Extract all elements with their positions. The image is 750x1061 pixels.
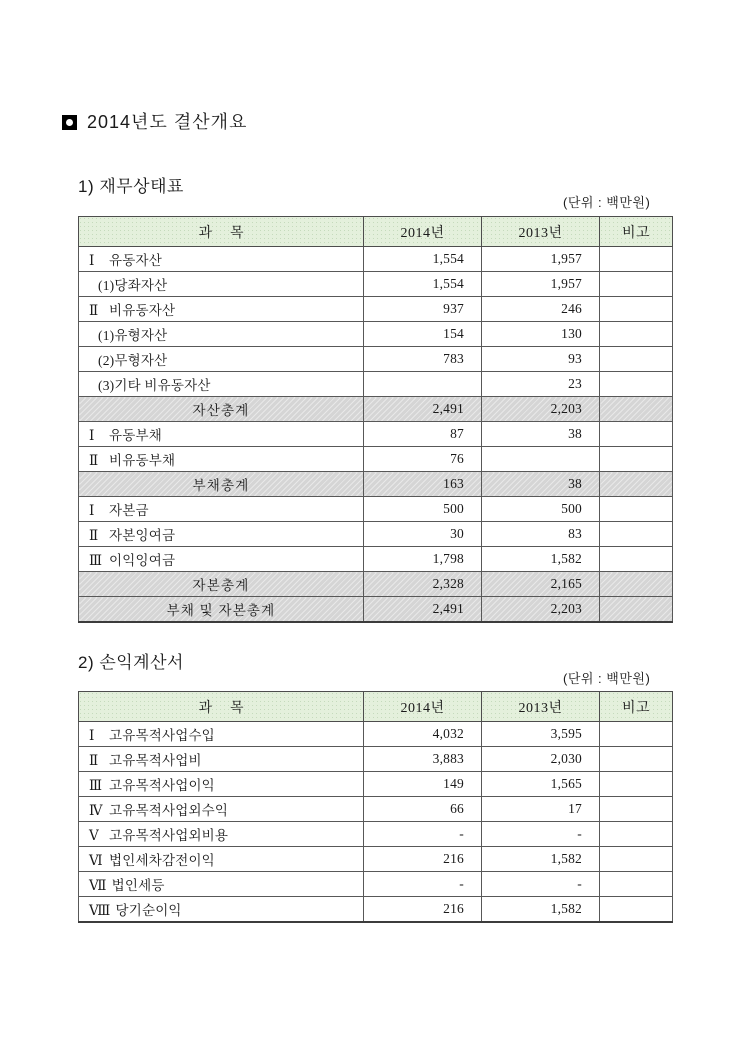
- cell-value-2013: 38: [482, 422, 600, 447]
- cell-value-2013: 1,957: [482, 247, 600, 272]
- cell-value-2014: 216: [364, 847, 482, 872]
- cell-value-2013: 1,582: [482, 547, 600, 572]
- row-label-text: 법인세차감전이익: [109, 853, 215, 868]
- cell-note: [600, 372, 673, 397]
- cell-value-2014: 3,883: [364, 747, 482, 772]
- cell-value-2014: 1,798: [364, 547, 482, 572]
- row-label-text: 법인세등: [111, 878, 165, 893]
- cell-value-2014: 2,328: [364, 572, 482, 597]
- row-label-text: 고유목적사업외비용: [109, 828, 229, 843]
- row-label-text: 자본잉여금: [109, 528, 176, 543]
- table-row: [79, 397, 673, 422]
- balance-sheet-body: [79, 247, 673, 622]
- cell-note: [600, 872, 673, 897]
- cell-value-2014: 2,491: [364, 597, 482, 622]
- row-roman-numeral: Ⅲ: [89, 778, 103, 793]
- table-row: [79, 547, 673, 572]
- income-statement-body: [79, 722, 673, 922]
- table-row: [79, 322, 673, 347]
- column-header-year-2014: 2014년: [364, 692, 482, 722]
- cell-note: [600, 472, 673, 497]
- row-label-text: 이익잉여금: [109, 553, 176, 568]
- table-row: [79, 572, 673, 597]
- table-row: [79, 772, 673, 797]
- row-label: [79, 597, 364, 622]
- cell-value-2014: 216: [364, 897, 482, 922]
- unit-note-income-statement: (단위 : 백만원): [563, 671, 651, 686]
- table-row: [79, 872, 673, 897]
- row-label: [79, 897, 364, 922]
- cell-value-2013: 2,203: [482, 597, 600, 622]
- cell-value-2013: 23: [482, 372, 600, 397]
- table-row: [79, 597, 673, 622]
- cell-value-2014: 783: [364, 347, 482, 372]
- row-label: [79, 872, 364, 897]
- row-label-text: 고유목적사업비: [109, 753, 202, 768]
- table-row: [79, 722, 673, 747]
- table-row: [79, 472, 673, 497]
- row-label: [79, 347, 364, 372]
- income-statement-table: [78, 691, 673, 923]
- table-row: [79, 422, 673, 447]
- column-header-item: [79, 692, 364, 722]
- cell-value-2014: [364, 372, 482, 397]
- cell-value-2013: 83: [482, 522, 600, 547]
- cell-note: [600, 247, 673, 272]
- cell-value-2014: 87: [364, 422, 482, 447]
- column-header-item-b: 목: [230, 225, 244, 241]
- row-roman-numeral: Ⅱ: [89, 753, 99, 768]
- table-row: [79, 372, 673, 397]
- column-header-year-2013: 2013년: [482, 692, 600, 722]
- table-row: [79, 797, 673, 822]
- row-label: [79, 722, 364, 747]
- cell-note: [600, 522, 673, 547]
- table-row: [79, 297, 673, 322]
- section-heading-balance-sheet: 1) 재무상태표: [78, 177, 184, 196]
- cell-value-2013: -: [482, 822, 600, 847]
- column-header-note: 비고: [600, 692, 673, 722]
- cell-note: [600, 397, 673, 422]
- cell-note: [600, 722, 673, 747]
- cell-note: [600, 572, 673, 597]
- document-title-text: 2014년도 결산개요: [87, 112, 248, 132]
- filled-square-dot-icon: [62, 115, 77, 130]
- row-label-text: (3)기타 비유동자산: [98, 378, 211, 393]
- row-label: [79, 547, 364, 572]
- column-header-year-2013: 2013년: [482, 217, 600, 247]
- cell-note: [600, 597, 673, 622]
- cell-value-2014: 76: [364, 447, 482, 472]
- row-label-text: 자본금: [109, 503, 149, 518]
- row-roman-numeral: Ⅳ: [89, 803, 103, 818]
- cell-value-2014: -: [364, 822, 482, 847]
- cell-value-2013: 500: [482, 497, 600, 522]
- cell-note: [600, 497, 673, 522]
- row-roman-numeral: Ⅷ: [89, 902, 111, 918]
- cell-value-2013: 17: [482, 797, 600, 822]
- cell-value-2014: 30: [364, 522, 482, 547]
- cell-note: [600, 297, 673, 322]
- row-label: [79, 497, 364, 522]
- table-row: [79, 747, 673, 772]
- column-header-note: 비고: [600, 217, 673, 247]
- row-label-text: 고유목적사업외수익: [109, 803, 229, 818]
- column-header-item-b: 목: [230, 700, 244, 716]
- cell-value-2013: 2,030: [482, 747, 600, 772]
- cell-value-2014: 149: [364, 772, 482, 797]
- cell-value-2013: 38: [482, 472, 600, 497]
- cell-note: [600, 322, 673, 347]
- table-row: [79, 347, 673, 372]
- table-row: [79, 822, 673, 847]
- cell-value-2014: 163: [364, 472, 482, 497]
- cell-note: [600, 547, 673, 572]
- cell-value-2013: 130: [482, 322, 600, 347]
- cell-note: [600, 847, 673, 872]
- cell-value-2014: 1,554: [364, 247, 482, 272]
- row-roman-numeral: Ⅵ: [89, 853, 103, 868]
- table-row: [79, 847, 673, 872]
- cell-value-2013: 3,595: [482, 722, 600, 747]
- cell-note: [600, 772, 673, 797]
- table-row: [79, 897, 673, 922]
- row-roman-numeral: Ⅰ: [89, 503, 95, 518]
- row-label-text: (1)유형자산: [98, 328, 168, 343]
- row-label: [79, 397, 364, 422]
- cell-note: [600, 897, 673, 922]
- row-label: [79, 247, 364, 272]
- row-label-text: (2)무형자산: [98, 353, 168, 368]
- row-roman-numeral: Ⅱ: [89, 528, 99, 543]
- row-label-text: 유동자산: [109, 253, 162, 268]
- cell-value-2013: 1,565: [482, 772, 600, 797]
- row-label: [79, 372, 364, 397]
- row-roman-numeral: Ⅶ: [89, 878, 107, 893]
- row-label: [79, 522, 364, 547]
- cell-note: [600, 447, 673, 472]
- row-label: [79, 772, 364, 797]
- row-roman-numeral: Ⅱ: [89, 453, 99, 468]
- row-label: [79, 847, 364, 872]
- row-label: [79, 422, 364, 447]
- row-label: [79, 797, 364, 822]
- row-label-text: (1)당좌자산: [98, 278, 168, 293]
- cell-note: [600, 747, 673, 772]
- row-roman-numeral: Ⅰ: [89, 428, 95, 443]
- row-label-text: 고유목적사업수입: [109, 728, 215, 743]
- cell-value-2013: 1,582: [482, 847, 600, 872]
- row-label-text: 부채 및 자본총계: [166, 602, 276, 618]
- table-row: [79, 247, 673, 272]
- row-label: [79, 297, 364, 322]
- cell-note: [600, 422, 673, 447]
- cell-value-2014: 937: [364, 297, 482, 322]
- cell-value-2014: 66: [364, 797, 482, 822]
- row-label: [79, 472, 364, 497]
- cell-value-2013: 1,582: [482, 897, 600, 922]
- row-label-text: 부채총계: [192, 478, 250, 493]
- table-row: [79, 522, 673, 547]
- row-label: [79, 447, 364, 472]
- cell-note: [600, 822, 673, 847]
- column-header-item-a: 과: [198, 700, 212, 716]
- cell-note: [600, 347, 673, 372]
- table-row: [79, 497, 673, 522]
- cell-value-2013: 93: [482, 347, 600, 372]
- cell-value-2014: -: [364, 872, 482, 897]
- cell-value-2013: 246: [482, 297, 600, 322]
- column-header-item-a: 과: [198, 225, 212, 241]
- row-label: [79, 272, 364, 297]
- row-label-text: 비유동부채: [109, 453, 176, 468]
- row-label: [79, 322, 364, 347]
- cell-note: [600, 797, 673, 822]
- unit-note-balance-sheet: (단위 : 백만원): [563, 195, 651, 210]
- balance-sheet-table: [78, 216, 673, 623]
- cell-value-2014: 154: [364, 322, 482, 347]
- cell-note: [600, 272, 673, 297]
- document-title: [62, 113, 247, 131]
- row-label: [79, 572, 364, 597]
- cell-value-2014: 4,032: [364, 722, 482, 747]
- column-header-year-2014: 2014년: [364, 217, 482, 247]
- row-roman-numeral: Ⅴ: [89, 828, 99, 843]
- table-header-row: [79, 217, 673, 247]
- column-header-item: [79, 217, 364, 247]
- row-label-text: 유동부채: [109, 428, 162, 443]
- cell-value-2013: 2,165: [482, 572, 600, 597]
- row-roman-numeral: Ⅰ: [89, 728, 95, 743]
- cell-value-2014: 2,491: [364, 397, 482, 422]
- row-roman-numeral: Ⅰ: [89, 253, 95, 268]
- section-heading-income-statement: 2) 손익계산서: [78, 653, 184, 672]
- row-label: [79, 747, 364, 772]
- cell-value-2013: 1,957: [482, 272, 600, 297]
- row-label: [79, 822, 364, 847]
- row-label-text: 고유목적사업이익: [109, 778, 215, 793]
- cell-value-2013: -: [482, 872, 600, 897]
- row-label-text: 당기순이익: [115, 902, 182, 918]
- row-label-text: 자본총계: [192, 578, 250, 593]
- cell-value-2014: 1,554: [364, 272, 482, 297]
- row-roman-numeral: Ⅱ: [89, 303, 99, 318]
- row-label-text: 비유동자산: [109, 303, 176, 318]
- row-roman-numeral: Ⅲ: [89, 553, 103, 568]
- cell-value-2014: 500: [364, 497, 482, 522]
- cell-value-2013: [482, 447, 600, 472]
- table-row: [79, 447, 673, 472]
- row-label-text: 자산총계: [192, 403, 250, 418]
- table-row: [79, 272, 673, 297]
- cell-value-2013: 2,203: [482, 397, 600, 422]
- table-header-row: [79, 692, 673, 722]
